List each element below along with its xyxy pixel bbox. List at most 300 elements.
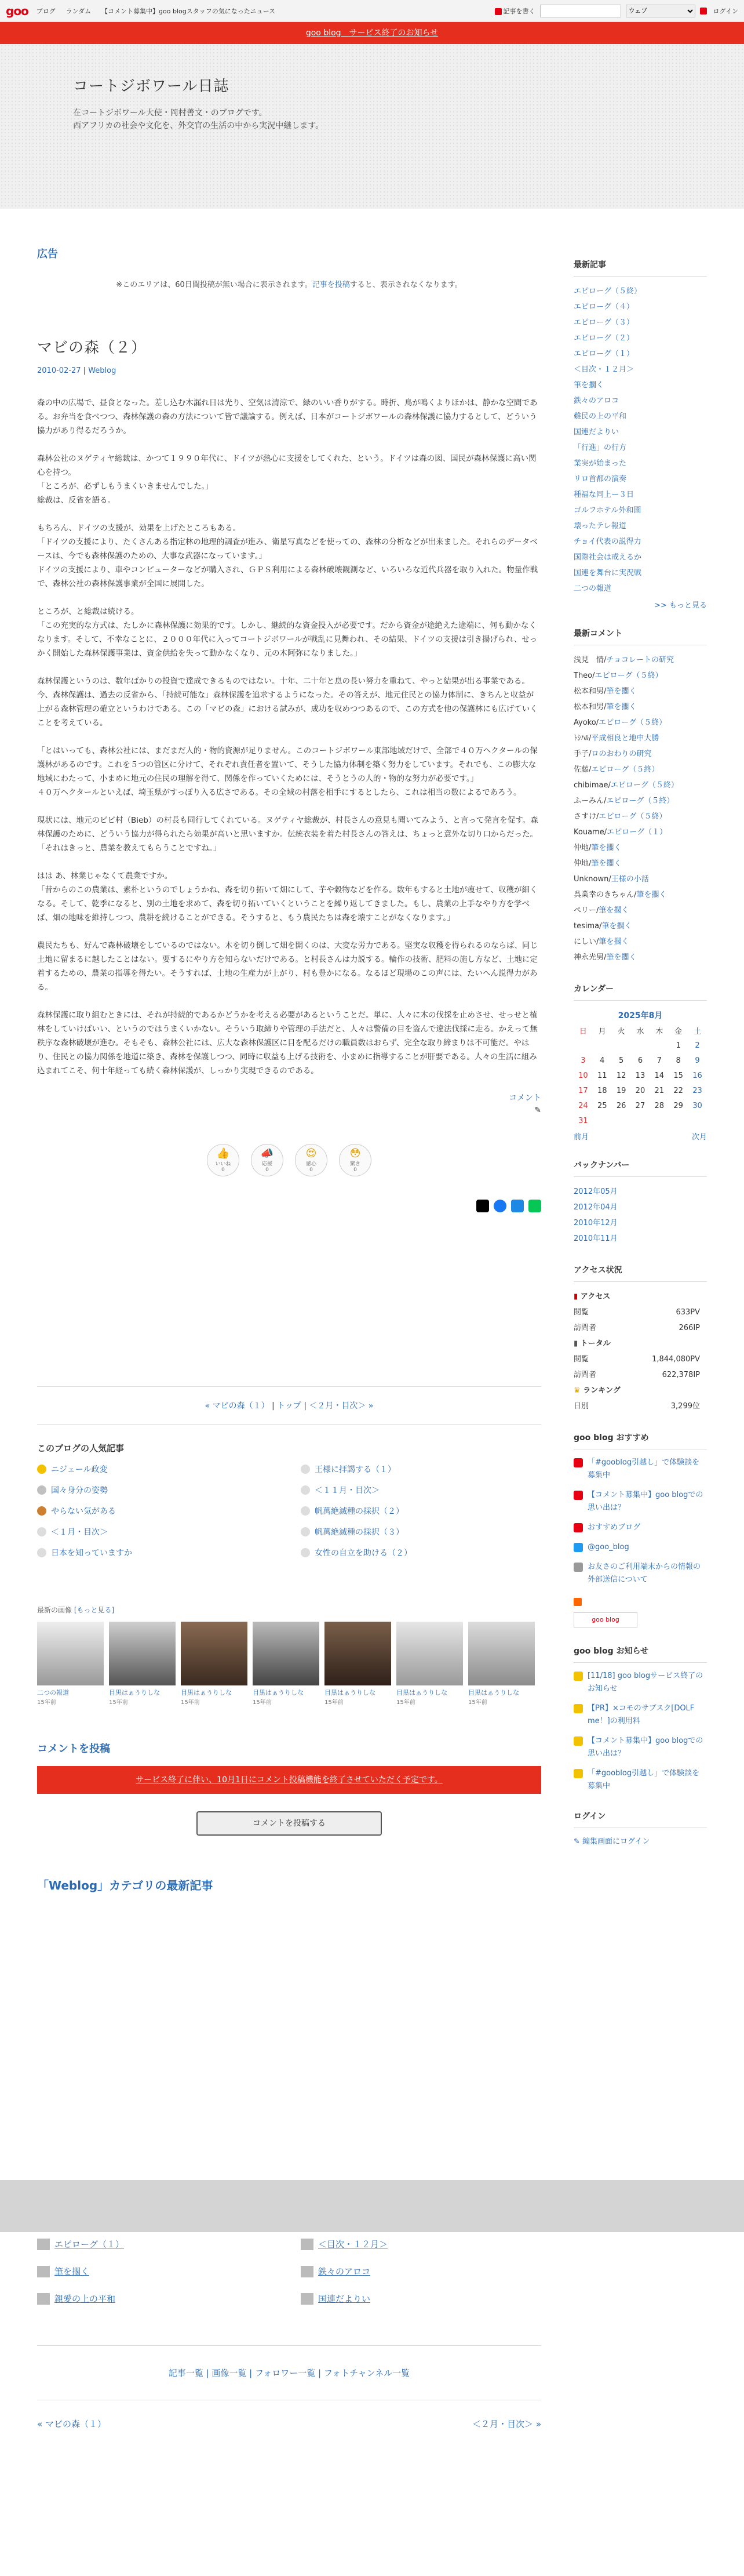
share-buttons [37, 1200, 541, 1212]
category-item[interactable]: 鉄々のアロコ [301, 2265, 541, 2277]
recent-post-list [574, 284, 707, 597]
recommend-item[interactable] [574, 1541, 707, 1554]
calendar-day[interactable]: 25 [597, 1101, 607, 1110]
recommend-label: おすすめブログ [588, 1523, 641, 1532]
total-icon: ▮ [574, 1339, 578, 1348]
recent-post-item[interactable]: 「行進」の行方 [574, 444, 627, 452]
pen-icon [495, 8, 502, 15]
post-paragraph: 森林保護に取り組むときには、それが持続的であるかどうかを考える必要があるということだ。単に、人々に木の伐採を止めさせ、せっせと植林をしていけばいい、というのではうまくいかない。そういう取締りや管理の手法だと、人々は警備の目を盗んで違法伐採に走る。かえって無秩序な森林破壊が進む。そもそも、森林公社には、広大な森林保護区に目を配るだけの職員数はおらず、完全な取り締まりは不可能だ。やはり、住民との協力関係を地道に築き、森林を保護しつつ、同時に収益も上げる技術を、小まめに指導することが肝要である。人々の生活に組み込まれてこそ、何十年経っても続く森林保護が、しっかり実現できるのである。 [37, 1011, 538, 1076]
comment-separator: / [604, 797, 607, 805]
recent-comment-item[interactable] [574, 731, 707, 746]
image-thumb[interactable]: 目黒はぁうりしな 15年前 [324, 1622, 391, 1706]
calendar-day[interactable]: 17 [578, 1086, 588, 1095]
service-end-notice[interactable]: goo blog サービス終了のお知らせ [0, 22, 744, 44]
recent-post-item[interactable]: 筆を擱く [574, 381, 604, 390]
recent-post-item[interactable]: チョイ代表の説得力 [574, 537, 641, 546]
hatena-share-icon[interactable] [511, 1200, 524, 1212]
login-link[interactable]: ✎ 編集画面にログイン [574, 1837, 650, 1846]
comment-user: Ayoko [574, 718, 596, 727]
nav-random[interactable]: ランダム [65, 7, 92, 15]
bullet-icon [301, 1506, 310, 1516]
thumbnail-image [324, 1622, 391, 1685]
recent-comment-list [574, 652, 707, 965]
recent-comment-item[interactable] [574, 668, 707, 684]
calendar-day[interactable]: 6 [637, 1056, 643, 1065]
calendar-day[interactable]: 27 [635, 1101, 645, 1110]
post-paragraph: ところが、と総裁は続ける。 「この充実的な方式は、たしかに森林保護に効果的です。しかし、継続的な資金投入が必要です。だから資金が途絶えた途端に、何も動かなくなります。そして、不幸なことに、２０００年代に入ってコートジボワールが戦乱に見舞われ、その結果、ドイツの支援は引き揚げられ、せっかく開始した森林保護事業は、資金供給を失って動かなくなり、元の木阿弥になりました。」 [37, 607, 538, 658]
comment-section [37, 1741, 541, 1836]
post-category[interactable]: Weblog [88, 366, 116, 375]
comment-post: エピローグ（５終） [610, 781, 679, 790]
calendar-day[interactable]: 7 [657, 1056, 662, 1065]
overlay-bar [0, 2180, 744, 2232]
calendar-day[interactable]: 12 [616, 1071, 626, 1080]
recent-post-item[interactable]: 種福な同上ー３日 [574, 491, 634, 499]
total-pv: 1,844,080PV [652, 1355, 700, 1364]
goo-icon [574, 1563, 583, 1572]
calendar-day[interactable]: 22 [673, 1086, 683, 1095]
divider [37, 1386, 541, 1387]
calendar-day[interactable]: 30 [692, 1101, 702, 1110]
bullet-icon [301, 1548, 310, 1557]
popular-item[interactable]: 日本を知っていますか [37, 1547, 278, 1558]
post-paragraph: 「とはいっても、森林公社には、まだまだ人的・物的資源が足りません。このコートジボワール東部地域だけで、全部で４０万ヘクタールの保護林があるのです。これを５つの管区に分けて、それぞれ責任者を置いて、そうした協力体制を築く努力をしています。それでも、この膨大な地域にわたって、小まめに地元の住民の理解を得て、関係を作っていくためには、そうとうの人的・物的な努力が必要です。」 ４０万ヘクタールといえば、埼玉県がすっぽり入る広さである。その全域の村落を相手にするとしたら、これは相当の数によるであろう。 [37, 746, 538, 797]
calendar-day [574, 1038, 593, 1053]
recommend-label: @goo_blog [588, 1543, 629, 1552]
recent-comment-item[interactable] [574, 699, 707, 715]
x-share-icon[interactable] [476, 1200, 489, 1212]
recent-post-item[interactable]: 難民の上の平和 [574, 412, 627, 421]
comment-post: 筆を擱く [591, 859, 622, 868]
notice-item[interactable] [574, 1767, 707, 1793]
reaction-surprised-button[interactable]: 😳 驚き 0 [339, 1144, 371, 1176]
popular-list [37, 1463, 541, 1558]
comment-user: Kouame [574, 828, 604, 837]
calendar-day[interactable]: 5 [618, 1056, 624, 1065]
prev-post-link[interactable]: « マビの森（１） [37, 2419, 106, 2429]
nav-blog[interactable]: ブログ [36, 7, 56, 15]
thumbnail-image [37, 2239, 50, 2250]
recommend-item[interactable] [574, 1521, 707, 1534]
thumbnail-list [37, 1622, 541, 1706]
bullet-icon [37, 1548, 46, 1557]
backnumber-item[interactable]: 2012年04月 [574, 1203, 618, 1212]
recent-post-item[interactable]: ゴルフホテル外和園 [574, 506, 641, 515]
backnumber-item[interactable]: 2010年12月 [574, 1219, 618, 1227]
post-paragraph: はは あ、林業じゃなくて農業ですか。 「昔からのこの農業は、素朴というのでしょうかね、森を切り拓いて畑にして、芋や穀物などを作る。数年もすると土地が痩せて、収穫が細くなる。そして、乾季になると、別の土地を求めて、森を切り拓いていくということを繰り返してきました。もし、農業の上手なやり方を学べば、畑の地味を維持しつつ、農耕を続けることができる。そうすると、もう農民たちは森を壊すことがなくなります。」 [37, 871, 538, 922]
next-month-link[interactable]: 次月 [691, 1133, 707, 1142]
more-images-link[interactable]: [もっと見る] [74, 1606, 115, 1614]
recent-comment-item[interactable] [574, 777, 707, 793]
calendar-week [574, 1038, 707, 1053]
notice-item[interactable] [574, 1670, 707, 1695]
comment-post: エピローグ（１） [607, 828, 668, 837]
calendar-week [574, 1083, 707, 1098]
category-item[interactable]: 国連だよりい [301, 2292, 541, 2305]
thumbnail-image [468, 1622, 535, 1685]
recommend-title: goo blog おすすめ [574, 1431, 707, 1449]
calendar-day [612, 1113, 631, 1128]
search-input[interactable] [540, 5, 621, 17]
surprised-icon: 😳 [349, 1147, 361, 1160]
comment-user: chibimae [574, 781, 608, 790]
comment-separator: / [589, 859, 592, 868]
image-thumb[interactable]: 目黒はぁうりしな 15年前 [109, 1622, 176, 1706]
comment-user: ﾄｼﾊﾙ [574, 734, 589, 743]
crown-icon [37, 1506, 46, 1516]
crown-icon [37, 1465, 46, 1474]
calendar [574, 1008, 707, 1128]
recommend-label: 「#gooblog引越し」で体験談を募集中 [588, 1458, 700, 1480]
login-link[interactable]: ログイン [713, 7, 738, 15]
calendar-week [574, 1113, 707, 1128]
reaction-like-button[interactable]: 👍 いいね 0 [207, 1144, 239, 1176]
backnumber-section [574, 1159, 707, 1247]
total-ip: 622,378IP [662, 1371, 700, 1379]
comment-user: Theo [574, 671, 593, 680]
backnumber-item[interactable]: 2010年11月 [574, 1234, 618, 1243]
notice-title: goo blog お知らせ [574, 1645, 707, 1663]
comment-post: 筆を擱く [606, 687, 637, 696]
search-scope-select[interactable] [626, 5, 695, 17]
calendar-day [631, 1113, 650, 1128]
comment-separator: / [634, 891, 637, 899]
calendar-day [593, 1113, 612, 1128]
goo-icon [574, 1458, 583, 1467]
comment-separator: / [604, 656, 607, 664]
calendar-day[interactable]: 21 [654, 1086, 665, 1095]
recent-post-item[interactable]: エピローグ（４） [574, 303, 634, 311]
comment-user: にしい [574, 938, 597, 946]
calendar-dow: 水 [636, 1027, 644, 1036]
footer-links[interactable]: 記事一覧 | 画像一覧 | フォロワー一覧 | フォトチャンネル一覧 [168, 2368, 410, 2378]
recent-posts-title: 最新記事 [574, 259, 707, 277]
calendar-day[interactable]: 2 [695, 1041, 700, 1050]
access-title: アクセス状況 [574, 1264, 707, 1282]
recent-comment-item[interactable] [574, 887, 707, 903]
today-ip: 266IP [679, 1324, 700, 1332]
access-section [574, 1264, 707, 1414]
comment-post: エピローグ（５終） [591, 765, 659, 774]
recommend-item[interactable] [574, 1489, 707, 1514]
recent-comment-item[interactable] [574, 918, 707, 934]
nav-news[interactable]: 【コメント募集中】goo blogスタッフの気になったニュース [101, 7, 276, 15]
today-pv: 633PV [676, 1308, 700, 1317]
comment-end-notice[interactable]: サービス終了に伴い、10月1日にコメント投稿機能を終了させていただく予定です。 [37, 1766, 541, 1794]
sidebar [574, 232, 707, 1846]
popular-item[interactable]: やらない気がある [37, 1505, 278, 1517]
recent-post-item[interactable]: エピローグ（２） [574, 334, 634, 343]
recommend-list [574, 1456, 707, 1586]
notice-item[interactable] [574, 1702, 707, 1728]
calendar-dow: 木 [655, 1027, 663, 1036]
crown-icon: ♛ [574, 1386, 581, 1395]
rss-icon[interactable] [574, 1598, 582, 1606]
goo-blog-badge[interactable]: goo blog [574, 1612, 637, 1627]
calendar-day[interactable]: 24 [578, 1101, 588, 1110]
thumbnail-image [301, 2293, 313, 2305]
reaction-cheer-button[interactable]: 📣 応援 0 [251, 1144, 283, 1176]
calendar-day[interactable]: 10 [578, 1071, 588, 1080]
crown-icon [37, 1485, 46, 1495]
top-link[interactable]: トップ [277, 1401, 301, 1411]
blog-description: 在コートジボワール大使・岡村善文・のブログです。 西アフリカの社会や文化を、外交官の生活の中から実況中継します。 [73, 108, 324, 130]
image-thumb[interactable]: 二つの報道 15年前 [37, 1622, 104, 1706]
goo-icon [574, 1491, 583, 1500]
comment-post: エピローグ（５終） [606, 797, 674, 805]
calendar-day[interactable]: 31 [578, 1116, 588, 1125]
popular-item[interactable]: 帆萬絶滅種の採択（３） [301, 1526, 541, 1538]
top-nav [37, 6, 283, 16]
calendar-day[interactable]: 23 [692, 1086, 702, 1095]
calendar-dow: 月 [598, 1027, 606, 1036]
recommend-section [574, 1431, 707, 1627]
calendar-day[interactable]: 16 [692, 1071, 702, 1080]
comment-link[interactable]: コメント ✎ [37, 1092, 541, 1115]
write-post-link[interactable]: 記事を書く [495, 6, 535, 16]
comment-post: 王様の小話 [611, 875, 649, 884]
bottom-pager [37, 2418, 541, 2430]
calendar-day[interactable]: 28 [654, 1101, 665, 1110]
recent-comments [574, 627, 707, 965]
recent-comment-item[interactable] [574, 684, 707, 699]
calendar-day [631, 1038, 650, 1053]
calendar-day[interactable]: 20 [635, 1086, 645, 1095]
thumbnail-image [37, 2266, 50, 2277]
bullet-icon [301, 1527, 310, 1536]
recent-comment-item[interactable] [574, 950, 707, 965]
daily-rank: 3,299位 [670, 1402, 700, 1411]
calendar-day[interactable]: 11 [597, 1071, 607, 1080]
thumbs-up-icon: 👍 [216, 1147, 230, 1160]
blog-title[interactable]: コートジボワール日誌 [73, 78, 229, 95]
recent-comment-item[interactable] [574, 934, 707, 950]
recent-posts [574, 259, 707, 610]
recent-post-item[interactable]: 二つの報道 [574, 584, 612, 593]
popular-item[interactable]: 帆萬絶滅種の採択（２） [301, 1505, 541, 1517]
facebook-share-icon[interactable] [494, 1200, 506, 1212]
comment-separator: / [589, 750, 592, 758]
recent-post-item[interactable]: エピローグ（５終） [574, 287, 642, 296]
recent-post-item[interactable]: エピローグ（１） [574, 350, 634, 358]
comment-user: 浅見 情 [574, 656, 604, 664]
recommend-item[interactable] [574, 1456, 707, 1482]
recent-comment-item[interactable] [574, 903, 707, 918]
bullet-icon [301, 1465, 310, 1474]
prev-post-link[interactable]: « マビの森（１） [205, 1401, 269, 1411]
calendar-day[interactable]: 1 [676, 1041, 681, 1050]
comment-user: 仲地 [574, 859, 589, 868]
popular-title: このブログの人気記事 [37, 1443, 125, 1454]
star-icon [574, 1704, 583, 1713]
recent-post-item[interactable]: エピローグ（３） [574, 318, 634, 327]
comment-user: 神永光男 [574, 953, 604, 962]
reaction-impressed-button[interactable]: 😍 感心 0 [295, 1144, 327, 1176]
calendar-dow: 土 [694, 1027, 702, 1036]
calendar-day[interactable]: 26 [616, 1101, 626, 1110]
comment-separator: / [589, 844, 592, 852]
calendar-day [688, 1113, 707, 1128]
comment-post: 筆を擱く [591, 844, 622, 852]
latest-images: 最新の画像 [もっと見る] 二つの報道 15年前 目黒はぁうりしな 15年前 目黒はぁうりしな 15年前 目黒はぁうりしな 15年前 目黒はぁうりしな 15年前 目黒はぁうりしな 15年前 目黒はぁうりしな 15年前 [37, 1605, 541, 1706]
more-posts-link[interactable]: >> もっと見る [654, 601, 707, 610]
notice-label: [11/18] goo blogサービス終了のお知らせ [588, 1672, 703, 1693]
comment-separator: / [599, 922, 602, 931]
comment-post: 筆を擱く [601, 922, 632, 931]
calendar-day[interactable]: 19 [616, 1086, 626, 1095]
post-title: マビの森（２） [37, 339, 147, 357]
comment-separator: / [589, 734, 592, 743]
backnumber-title: バックナンバー [574, 1159, 707, 1177]
comment-post: エピローグ（５終） [595, 671, 663, 680]
thumbnail-image [301, 2239, 313, 2250]
comment-post: 筆を擱く [636, 891, 667, 899]
popular-item[interactable]: 王様に拝謁する（１） [301, 1463, 541, 1475]
recent-post-item[interactable]: 国連だよりい [574, 428, 619, 437]
calendar-day [650, 1038, 669, 1053]
pencil-icon: ✎ [574, 1837, 580, 1846]
goo-icon [574, 1523, 583, 1532]
goo-logo[interactable]: goo [6, 3, 28, 18]
thumbnail-image [181, 1622, 247, 1685]
recent-comment-item[interactable] [574, 793, 707, 809]
calendar-day[interactable]: 13 [635, 1071, 645, 1080]
calendar-section [574, 983, 707, 1142]
comment-post: エピローグ（５終） [599, 812, 667, 821]
divider [37, 2345, 541, 2346]
comment-user: 仲地 [574, 844, 589, 852]
recent-post-item[interactable]: 鉄々のアロコ [574, 397, 619, 405]
recent-comment-item[interactable] [574, 824, 707, 840]
divider [37, 1424, 541, 1425]
comment-user: 手子 [574, 750, 589, 758]
calendar-dow: 金 [674, 1027, 683, 1036]
recent-post-item[interactable]: 国連を舞台に実況戦 [574, 569, 642, 577]
category-item[interactable]: ＜目次・１２月＞ [301, 2238, 541, 2250]
post-paragraph: 現状には、地元のビビ村（Bieb）の村長も同行してくれている。ヌゲティヤ総裁が、村長さんの意見も聞いてみよう、と言って発言を促す。森林保護のために、どういう協力が得られたら効果が高いと思いますか。伝統衣装を着た村長さんの答えは、ちょっと意外な切り口からだった。 「それはきっと、農業を教えてもらうことですね。」 [37, 816, 538, 853]
login-icon [700, 8, 707, 14]
calendar-day[interactable]: 29 [673, 1101, 683, 1110]
calendar-week [574, 1053, 707, 1068]
calendar-day[interactable]: 18 [597, 1086, 607, 1095]
calendar-caption: 2025年8月 [618, 1011, 663, 1020]
calendar-week [574, 1068, 707, 1083]
notice-section [574, 1645, 707, 1793]
recent-comment-item[interactable] [574, 809, 707, 824]
recent-post-item[interactable]: 業実が始まった [574, 459, 627, 468]
backnumber-item[interactable]: 2012年05月 [574, 1187, 618, 1196]
comment-user: 松本和男 [574, 703, 604, 711]
comment-separator: / [596, 906, 599, 915]
popular-item[interactable]: 国々身分の姿勢 [37, 1484, 278, 1496]
category-section [37, 1876, 541, 1893]
recent-comment-item[interactable] [574, 840, 707, 856]
login-title: ログイン [574, 1810, 707, 1828]
category-heading: 「Weblog」カテゴリの最新記事 [37, 1879, 213, 1892]
recent-comment-item[interactable] [574, 746, 707, 762]
category-item[interactable]: 筆を擱く [37, 2265, 278, 2277]
image-thumb[interactable]: 目黒はぁうりしな 15年前 [253, 1622, 319, 1706]
image-thumb[interactable]: 目黒はぁうりしな 15年前 [181, 1622, 247, 1706]
recent-comments-title: 最新コメント [574, 627, 707, 645]
recommend-label: 【コメント募集中】goo blogでの思い出は？ [588, 1491, 703, 1512]
comment-user: ペリー [574, 906, 597, 915]
image-thumb[interactable]: 目黒はぁうりしな 15年前 [468, 1622, 535, 1706]
recommend-item[interactable] [574, 1561, 707, 1586]
comment-user: 松本和男 [574, 687, 604, 696]
calendar-day[interactable]: 15 [673, 1071, 683, 1080]
recommend-label: お友さのご利用端末からの情報の外部送信について [588, 1563, 701, 1584]
notice-label: 【PR】×コモのサブスク[DOLF me！]の利用料 [588, 1704, 695, 1725]
next-post-link[interactable]: ＜２月・目次＞ » [309, 1401, 374, 1411]
comment-separator: / [596, 938, 599, 946]
calendar-day[interactable]: 3 [581, 1056, 586, 1065]
popular-item[interactable]: ＜１月・目次＞ [37, 1526, 278, 1538]
recent-comment-item[interactable] [574, 652, 707, 668]
chart-icon: ▮ [574, 1292, 578, 1301]
recent-comment-item[interactable] [574, 871, 707, 887]
recent-comment-item[interactable] [574, 715, 707, 731]
comment-separator: / [596, 718, 599, 727]
comment-user: 佐藤 [574, 765, 589, 774]
comment-post: 筆を擱く [599, 938, 629, 946]
next-post-link[interactable]: ＜２月・目次＞ » [472, 2419, 541, 2429]
notice-label: 「#gooblog引越し」で体験談を募集中 [588, 1769, 700, 1790]
comment-separator: / [604, 828, 607, 837]
recent-comment-item[interactable] [574, 856, 707, 871]
category-item[interactable]: 親愛の上の平和 [37, 2292, 278, 2305]
calendar-day[interactable]: 9 [695, 1056, 700, 1065]
popular-item[interactable]: 女性の自立を助ける（２） [301, 1547, 541, 1558]
prev-month-link[interactable]: 前月 [574, 1133, 589, 1142]
calendar-dow: 火 [617, 1027, 625, 1036]
recent-post-item[interactable]: 壊ったテレ報道 [574, 522, 626, 531]
post-paragraph: 森林公社のヌゲティヤ総裁は、かつて１９９０年代に、ドイツが熱心に支援をしてくれた、という。ドイツは森の図、国民が森林保護に高い関心を持つ。 「ところが、必ずしもうまくいきませんでした。」 総裁は、反省を語る。 [37, 454, 537, 505]
post-comment-button[interactable]: コメントを投稿する [196, 1811, 382, 1836]
popular-item[interactable]: ニジェール政変 [37, 1463, 278, 1475]
comment-separator: / [604, 703, 607, 711]
comment-separator: / [604, 953, 607, 962]
line-share-icon[interactable] [528, 1200, 541, 1212]
notice-list [574, 1670, 707, 1793]
image-thumb[interactable]: 目黒はぁうりしな 15年前 [396, 1622, 463, 1706]
recent-comment-item[interactable] [574, 762, 707, 777]
popular-item[interactable]: ＜１１月・目次＞ [301, 1484, 541, 1496]
calendar-dow: 日 [579, 1027, 587, 1036]
category-list [37, 2238, 541, 2305]
notice-item[interactable] [574, 1735, 707, 1760]
comment-post: ロのおわりの研究 [591, 750, 652, 758]
calendar-day[interactable]: 14 [654, 1071, 665, 1080]
star-icon [574, 1672, 583, 1681]
recent-post-item[interactable]: リロ首都の演奏 [574, 475, 627, 484]
pencil-icon: ✎ [534, 1106, 541, 1115]
calendar-day[interactable]: 8 [676, 1056, 681, 1065]
recent-post-item[interactable]: ＜目次・１２月＞ [574, 365, 634, 374]
calendar-day[interactable]: 4 [600, 1056, 605, 1065]
comment-post: チョコレートの研究 [606, 656, 674, 664]
post-article-link[interactable]: 記事を投稿 [312, 281, 350, 289]
star-icon [574, 1769, 583, 1778]
category-item[interactable]: エピローグ（１） [37, 2238, 278, 2250]
calendar-day [612, 1038, 631, 1053]
recent-post-item[interactable]: 国際社会は戒えるか [574, 553, 642, 562]
ad-heading: 広告 [37, 248, 58, 260]
post-date[interactable]: 2010-02-27 [37, 366, 81, 375]
main-column [37, 232, 541, 1893]
calendar-day [650, 1113, 669, 1128]
thumbnail-image [109, 1622, 176, 1685]
